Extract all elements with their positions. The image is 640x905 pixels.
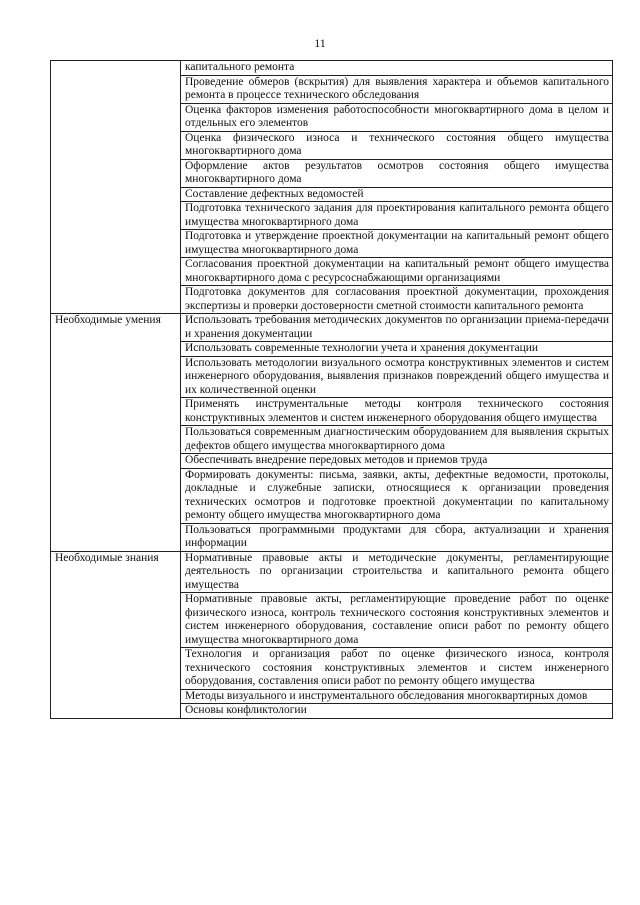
requirement-item: Проведение обмеров (вскрытия) для выявления характера и объемов капитального ремонта в процессе технического обследования bbox=[181, 75, 613, 103]
requirement-item: Использовать требования методических документов по организации приема-передачи и хранения документации bbox=[181, 314, 613, 342]
requirement-item: Применять инструментальные методы контроля технического состояния конструктивных элементов и систем инженерного оборудования общего имущества bbox=[181, 398, 613, 426]
requirement-item: капитального ремонта bbox=[181, 61, 613, 76]
requirement-item: Формировать документы: письма, заявки, акты, дефектные ведомости, протоколы, докладные и служебные записки, относящиеся к организации проведения технических осмотров и подготовке проектной документации по капитальному ремонту общего имущества многоквартирного дома bbox=[181, 468, 613, 523]
table-row bbox=[51, 61, 613, 76]
table-row bbox=[51, 314, 613, 342]
requirement-item: Составление дефектных ведомостей bbox=[181, 187, 613, 202]
requirement-item: Подготовка и утверждение проектной документации на капитальный ремонт общего имущества многоквартирного дома bbox=[181, 230, 613, 258]
requirement-item: Подготовка документов для согласования проектной документации, прохождения экспертизы и проверки достоверности сметной стоимости капитального ремонта bbox=[181, 286, 613, 314]
requirement-item: Нормативные правовые акты, регламентирующие проведение работ по оценке физического износа, контроль технического состояния конструктивных элементов и систем инженерного оборудования, составление описи работ по ремонту общего имущества многоквартирного дома bbox=[181, 593, 613, 648]
requirement-item: Обеспечивать внедрение передовых методов и приемов труда bbox=[181, 454, 613, 469]
table-row bbox=[51, 551, 613, 593]
requirement-item: Пользоваться современным диагностическим оборудованием для выявления скрытых дефектов общего имущества многоквартирного дома bbox=[181, 426, 613, 454]
requirement-item: Использовать современные технологии учета и хранения документации bbox=[181, 342, 613, 357]
page-number: 11 bbox=[314, 36, 326, 50]
requirement-item: Нормативные правовые акты и методические документы, регламентирующие деятельность по организации строительства и капитального ремонта общего имущества bbox=[181, 551, 613, 593]
requirements-table bbox=[50, 60, 613, 719]
section-label bbox=[51, 61, 181, 314]
requirement-item: Использовать методологии визуального осмотра конструктивных элементов и систем инженерного оборудования, выявления признаков повреждений общего имущества и их количественной оценки bbox=[181, 356, 613, 398]
requirement-item: Оценка физического износа и технического состояния общего имущества многоквартирного дома bbox=[181, 131, 613, 159]
requirement-item: Подготовка технического задания для проектирования капитального ремонта общего имущества многоквартирного дома bbox=[181, 202, 613, 230]
requirements-table-body bbox=[51, 61, 613, 719]
requirement-item: Пользоваться программными продуктами для сбора, актуализации и хранения информации bbox=[181, 523, 613, 551]
requirement-item: Методы визуального и инструментального обследования многоквартирных домов bbox=[181, 689, 613, 704]
requirement-item: Основы конфликтологии bbox=[181, 704, 613, 719]
requirement-item: Оформление актов результатов осмотров состояния общего имущества многоквартирного дома bbox=[181, 159, 613, 187]
section-label: Необходимые умения bbox=[51, 314, 181, 552]
requirement-item: Согласования проектной документации на капитальный ремонт общего имущества многоквартирного дома с ресурсоснабжающими организациями bbox=[181, 258, 613, 286]
requirement-item: Технология и организация работ по оценке физического износа, контроля технического состояния конструктивных элементов и систем инженерного оборудования, составления описи работ по ремонту общего имущества bbox=[181, 648, 613, 690]
requirement-item: Оценка факторов изменения работоспособности многоквартирного дома в целом и отдельных его элементов bbox=[181, 103, 613, 131]
section-label: Необходимые знания bbox=[51, 551, 181, 718]
